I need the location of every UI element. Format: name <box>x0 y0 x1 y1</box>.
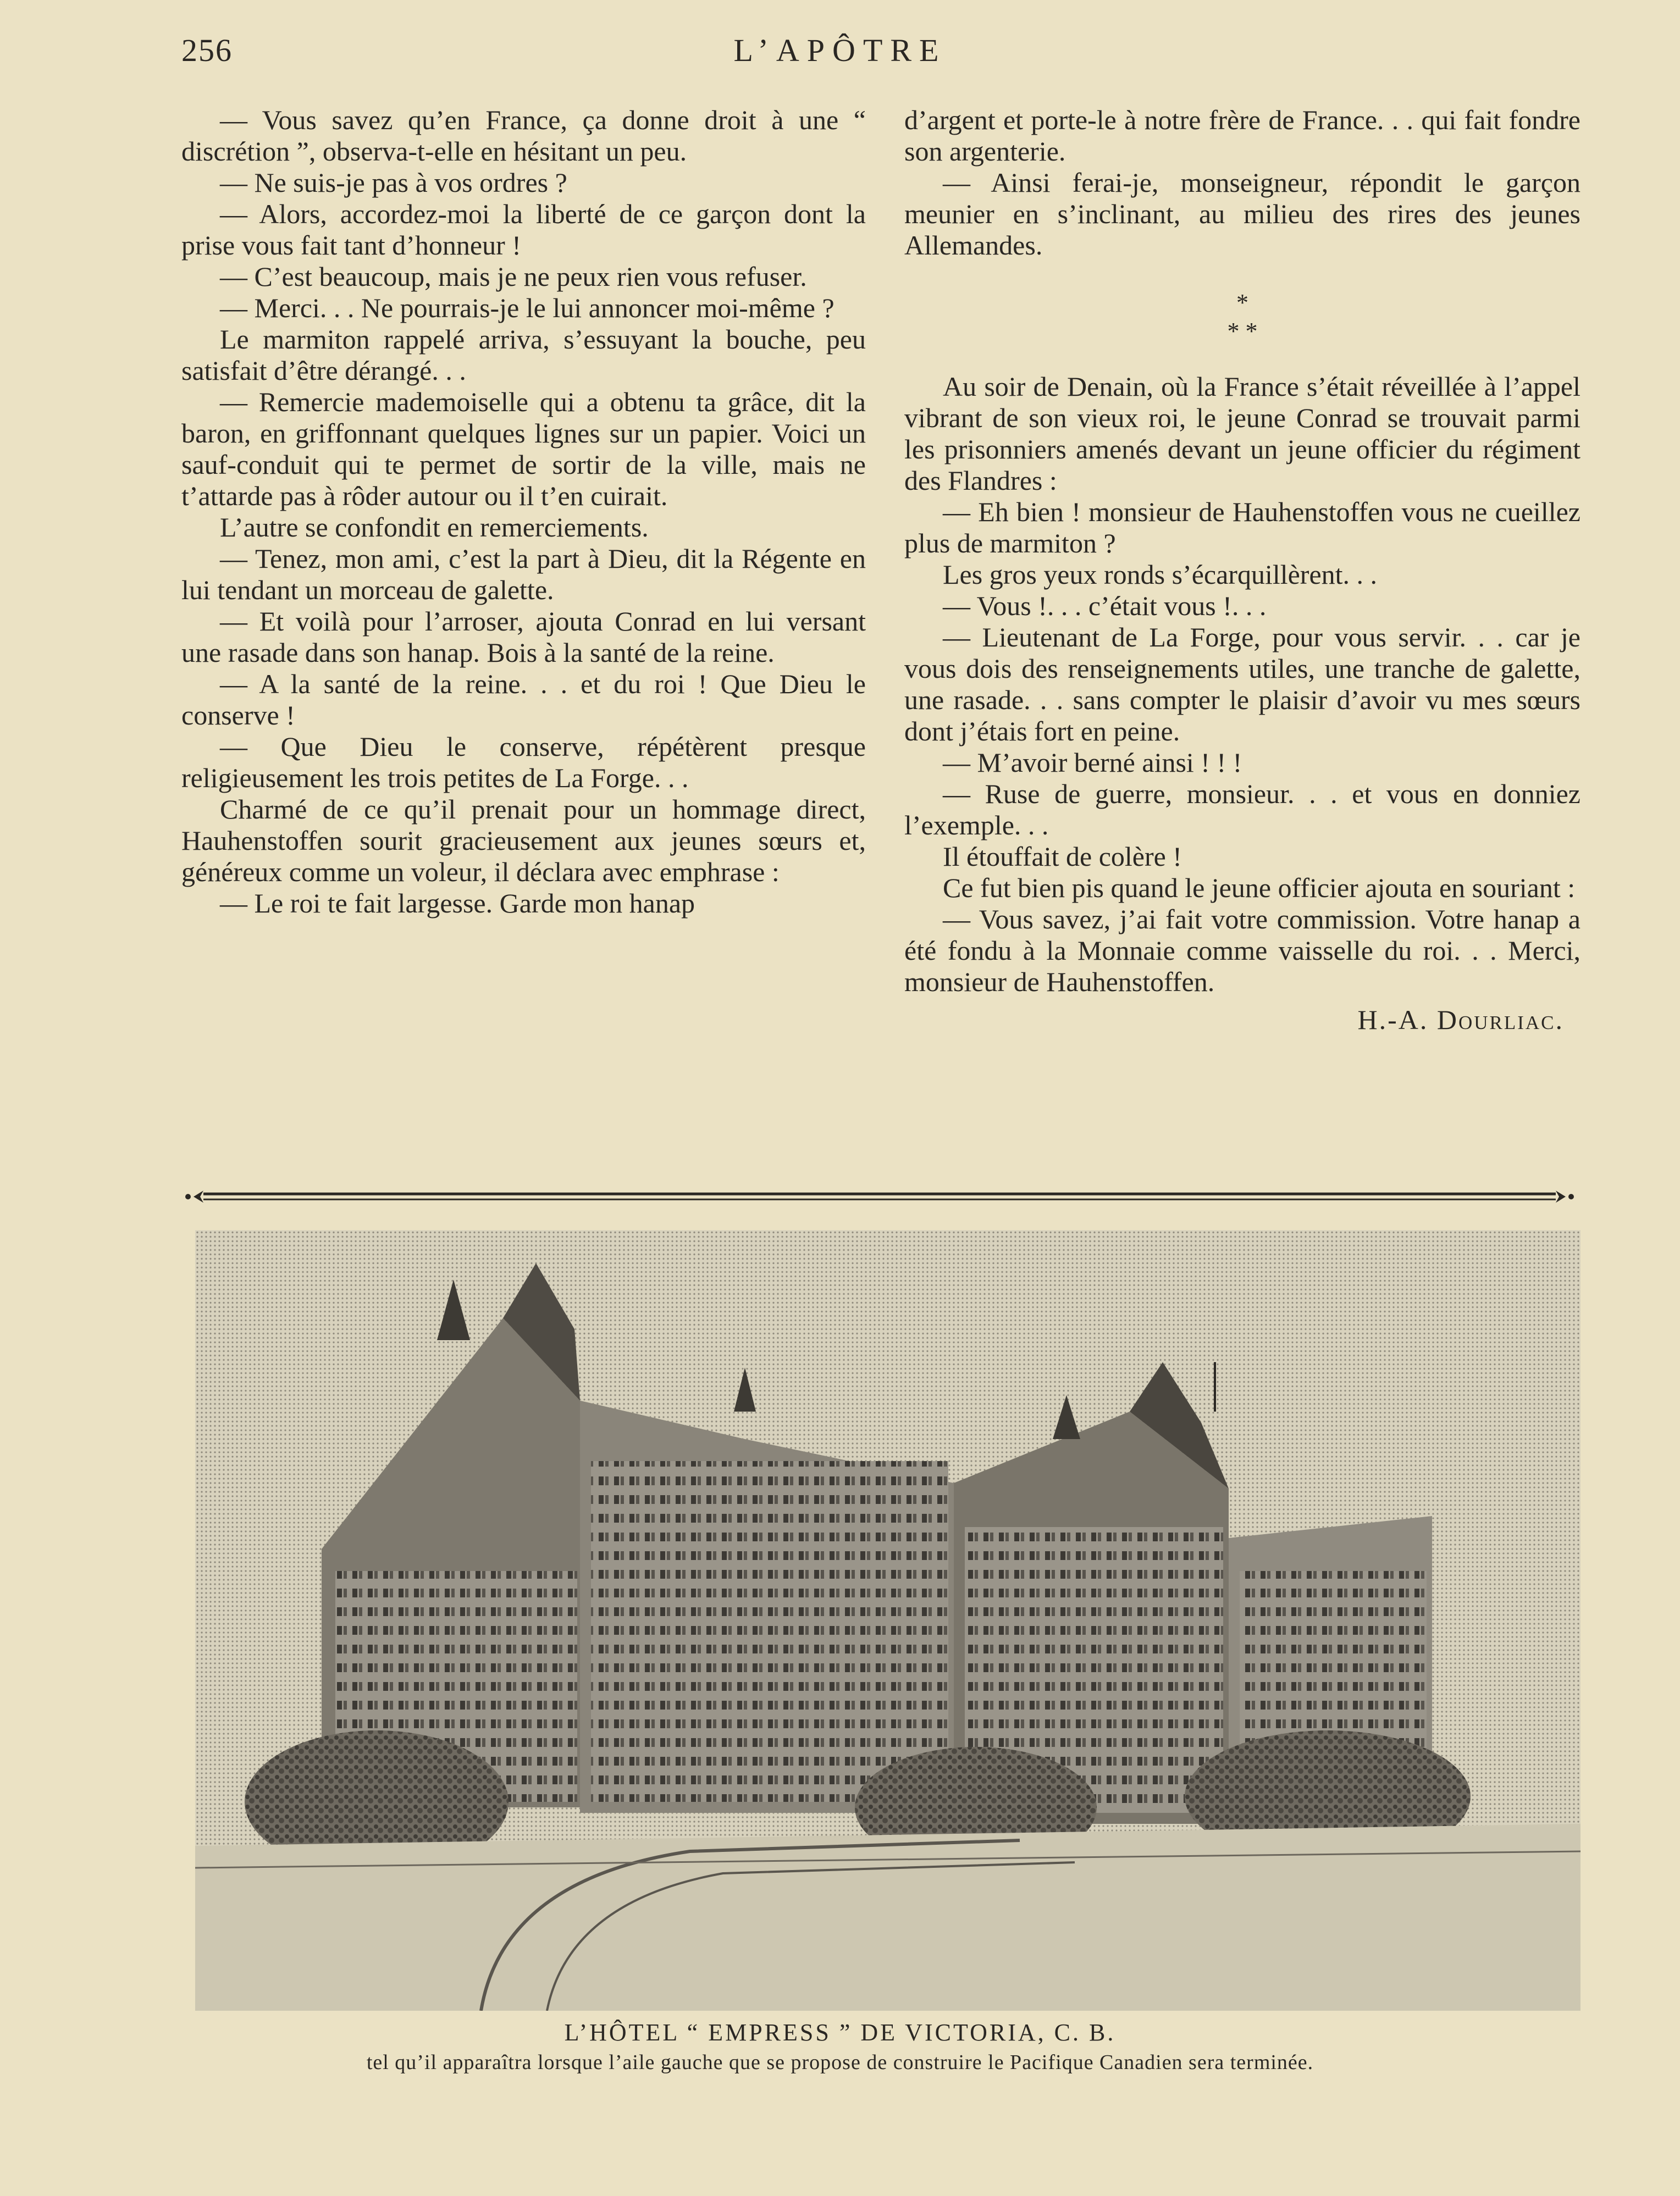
page-number: 256 <box>181 32 233 68</box>
paragraph: — Vous savez, j’ai fait votre commission. Votre hanap a été fondu à la Monnaie comme vaisselle du roi. . . Merci, monsieur de Hauhenstoffen. <box>904 904 1580 997</box>
paragraph: — Tenez, mon ami, c’est la part à Dieu, dit la Régente en lui tendant un morceau de galette. <box>181 543 866 605</box>
paragraph: Le marmiton rappelé arriva, s’essuyant la bouche, peu satisfait d’être dérangé. . . <box>181 324 866 386</box>
paragraph: — M’avoir berné ainsi ! ! ! <box>943 747 1242 778</box>
author-signature: H.-A. Dourliac. <box>1357 1004 1564 1035</box>
paragraph: — Ruse de guerre, monsieur. . . et vous en donniez l’exemple. . . <box>904 778 1580 840</box>
paragraph: — Ainsi ferai-je, monseigneur, répondit le garçon meunier en s’inclinant, au milieu des rires des jeunes Allemandes. <box>904 167 1580 261</box>
figure-caption-subtitle: tel qu’il apparaîtra lorsque l’aile gauche que se propose de construire le Pacifique Canadien sera terminée. <box>366 2051 1314 2074</box>
ornamental-rule <box>181 1186 1578 1208</box>
figure-caption-title: L’HÔTEL “ EMPRESS ” DE VICTORIA, C. B. <box>564 2019 1116 2046</box>
paragraph: — Ne suis-je pas à vos ordres ? <box>220 167 567 198</box>
paragraph: Les gros yeux ronds s’écarquillèrent. . . <box>943 559 1378 590</box>
paragraph: — A la santé de la reine. . . et du roi ! Que Dieu le conserve ! <box>181 668 866 731</box>
paragraph: — Alors, accordez-moi la liberté de ce garçon dont la prise vous fait tant d’honneur ! <box>181 198 866 261</box>
paragraph: Ce fut bien pis quand le jeune officier ajouta en souriant : <box>943 872 1576 903</box>
paragraph: — Lieutenant de La Forge, pour vous servir. . . car je vous dois des renseignements utiles, une tranche de galette, une rasade. . . sans compter le plaisir d’avoir vu mes sœurs dont j’étais fort en peine. <box>904 622 1580 746</box>
paragraph: — Eh bien ! monsieur de Hauhenstoffen vous ne cueillez plus de marmiton ? <box>904 496 1580 558</box>
right-column <box>904 104 1580 1036</box>
paragraph: L’autre se confondit en remerciements. <box>220 512 649 543</box>
running-title: L’APÔTRE <box>733 32 947 68</box>
paragraph: — Le roi te fait largesse. Garde mon hanap <box>220 888 695 919</box>
paragraph: Charmé de ce qu’il prenait pour un hommage direct, Hauhenstoffen sourit gracieusement aux jeunes sœurs et, généreux comme un voleur, il déclara avec emphrase : <box>181 794 866 887</box>
hotel-engraving-image <box>195 1230 1580 2011</box>
left-column <box>181 104 866 919</box>
separator-asterisk: * <box>1236 289 1248 316</box>
paragraph: Il étouffait de colère ! <box>943 841 1182 872</box>
paragraph: — Vous savez qu’en France, ça donne droit à une “ discrétion ”, observa-t-elle en hésitant un peu. <box>181 104 866 167</box>
paragraph: d’argent et porte-le à notre frère de France. . . qui fait fondre son argenterie. <box>904 104 1580 167</box>
paragraph: — Remercie mademoiselle qui a obtenu ta grâce, dit la baron, en griffonnant quelques lignes sur un papier. Voici un sauf-conduit qui te permet de sortir de la ville, mais ne t’attarde pas à rôder autour ou il t’en cuirait. <box>181 386 866 511</box>
paragraph: — Merci. . . Ne pourrais-je le lui annoncer moi-même ? <box>220 292 835 323</box>
section-separator <box>904 289 1580 346</box>
paragraph: — Et voilà pour l’arroser, ajouta Conrad en lui versant une rasade dans son hanap. Bois à la santé de la reine. <box>181 606 866 668</box>
paragraph: — Que Dieu le conserve, répétèrent presque religieusement les trois petites de La Forge. . . <box>181 731 866 793</box>
paragraph: — C’est beaucoup, mais je ne peux rien vous refuser. <box>220 261 807 292</box>
paragraph: — Vous !. . . c’était vous !. . . <box>943 590 1267 621</box>
paragraph: Au soir de Denain, où la France s’était réveillée à l’appel vibrant de son vieux roi, le jeune Conrad se trouvait parmi les prisonniers amenés devant un jeune officier du régiment des Flandres : <box>904 371 1580 496</box>
separator-asterisks: * * <box>1227 318 1258 345</box>
